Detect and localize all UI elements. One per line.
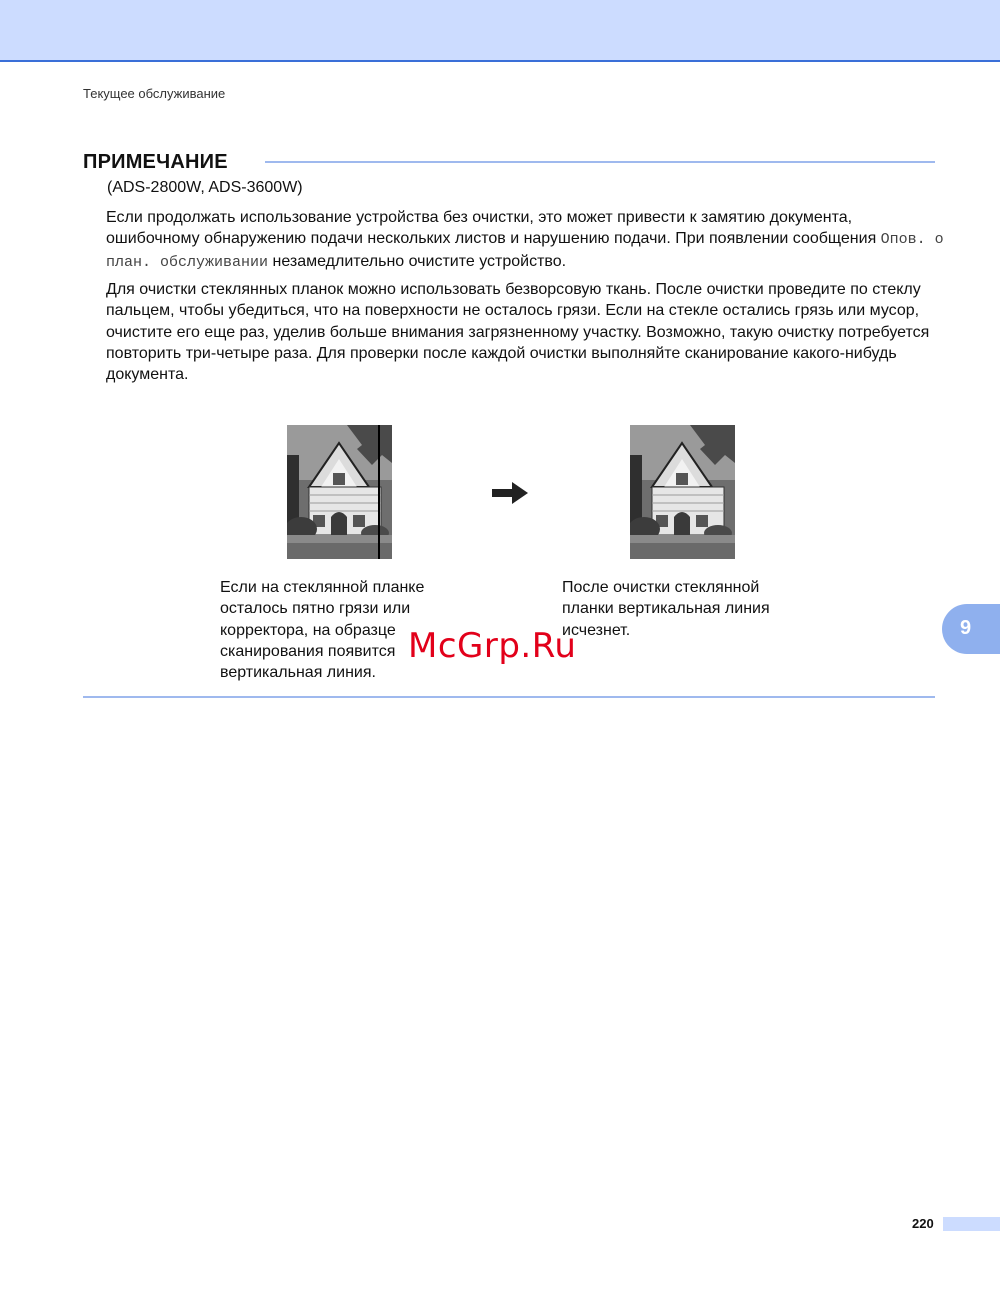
- model-list: (ADS-2800W, ADS-3600W): [107, 179, 303, 196]
- p1-text-start: Если продолжать использование устройства без очистки, это может привести к замятию документа, ошибочному обнаружению подачи нескольких листов и нарушению подачи. При появлении сообщения: [106, 209, 881, 248]
- page-number: 220: [912, 1216, 934, 1231]
- page-number-tab: [943, 1217, 1000, 1231]
- watermark: McGrp.Ru: [408, 626, 577, 666]
- scan-sample-clean: [630, 425, 735, 559]
- note-divider: [265, 161, 935, 163]
- note-header: [83, 151, 935, 175]
- note-paragraph-1: [106, 207, 946, 273]
- lcd-message: Опов. о план. обслуживании: [106, 231, 944, 271]
- note-paragraph-2: Для очистки стеклянных планок можно использовать безворсовую ткань. После очистки проведите по стеклу пальцем, чтобы убедиться, что на поверхности не осталось грязи. Если на стекле остались грязь или мусор, очистите его еще раз, уделив больше внимания загрязненному участку. Возможно, такую очистку потребуется повторить три-четыре раза. Для проверки после каждой очистки выполняйте сканирование какого-нибудь документа.: [106, 281, 930, 384]
- note-title: ПРИМЕЧАНИЕ: [83, 151, 228, 173]
- note-end-divider: [83, 696, 935, 698]
- header-band: [0, 0, 1000, 62]
- arrow-right-icon: [492, 482, 528, 504]
- scan-sample-with-line: [287, 425, 392, 559]
- caption-before-cleaning: Если на стеклянной планке осталось пятно грязи или корректора, на образце сканирования появится вертикальная линия.: [220, 579, 425, 682]
- breadcrumb: Текущее обслуживание: [83, 86, 226, 101]
- p1-text-end: незамедлительно очистите устройство.: [268, 252, 567, 270]
- chapter-number: 9: [960, 617, 972, 639]
- caption-after-cleaning: После очистки стеклянной планки вертикальная линия исчезнет.: [562, 579, 770, 639]
